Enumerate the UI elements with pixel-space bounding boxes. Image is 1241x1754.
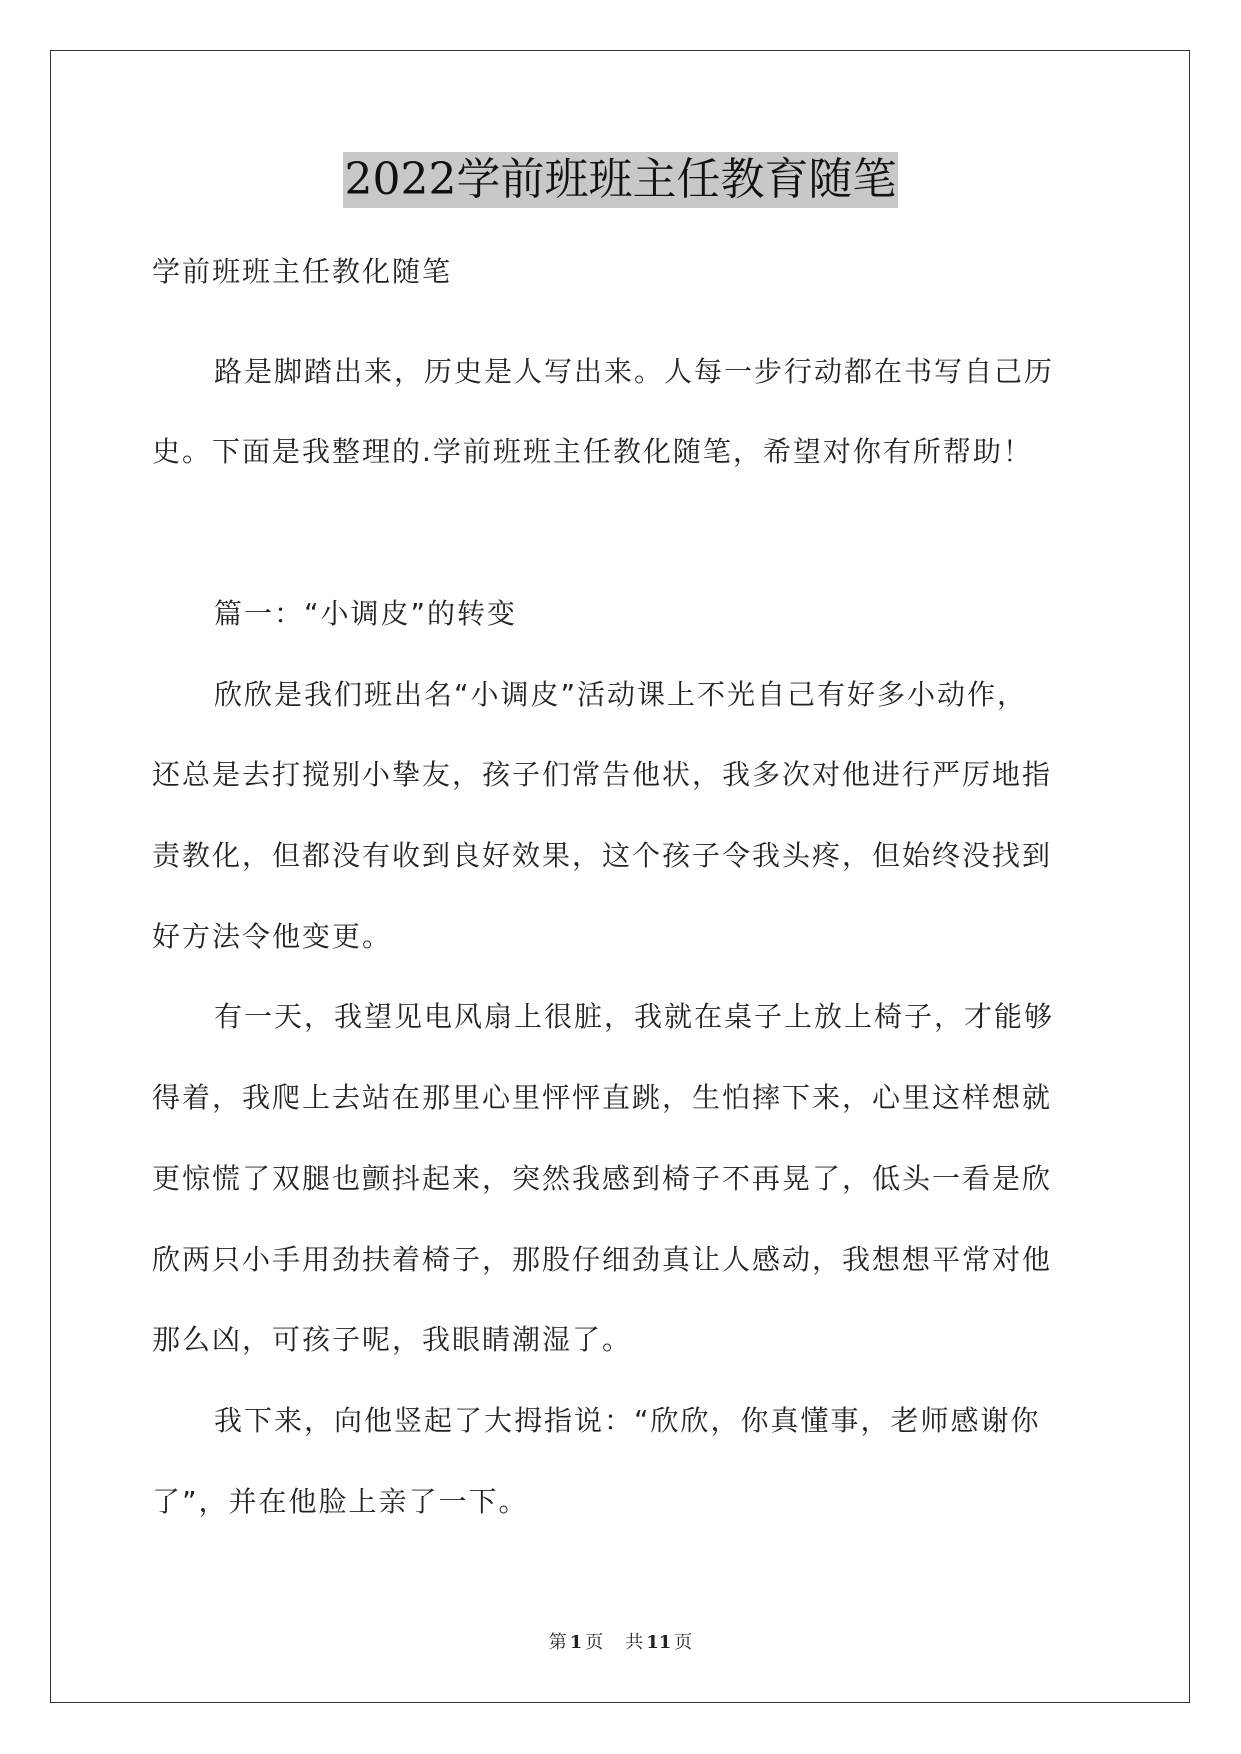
section-heading: 篇一：“小调皮”的转变 [214, 597, 518, 630]
page-border [50, 50, 1190, 1703]
document-title: 2022学前班班主任教育随笔 [343, 152, 899, 208]
paragraph-line: 好方法令他变更。 [152, 920, 393, 953]
page-prefix: 第 [548, 1632, 567, 1653]
paragraph-line: 更惊慌了双腿也颤抖起来，突然我感到椅子不再晃了，低头一看是欣 [152, 1162, 1053, 1195]
paragraph-line: 那么凶，可孩子呢，我眼睛潮湿了。 [152, 1323, 633, 1356]
paragraph-line: 我下来，向他竖起了大拇指说：“欣欣，你真懂事，老师感谢你 [214, 1404, 1041, 1437]
paragraph-line: 史。下面是我整理的.学前班班主任教化随笔，希望对你有所帮助！ [152, 435, 1033, 468]
paragraph-line: 路是脚踏出来，历史是人写出来。人每一步行动都在书写自己历 [214, 355, 1055, 388]
page-suffix: 页 [585, 1632, 604, 1653]
paragraph-line: 欣欣是我们班出名“小调皮”活动课上不光自己有好多小动作， [214, 678, 1028, 711]
total-pages: 11 [646, 1632, 672, 1653]
paragraph-line: 还总是去打搅别小挚友，孩子们常告他状，我多次对他进行严厉地指 [152, 758, 1053, 791]
total-suffix: 页 [674, 1632, 693, 1653]
title-container [0, 152, 1241, 208]
paragraph-line: 责教化，但都没有收到良好效果，这个孩子令我头疼，但始终没找到 [152, 839, 1053, 872]
paragraph-line: 得着，我爬上去站在那里心里怦怦直跳，生怕摔下来，心里这样想就 [152, 1081, 1053, 1114]
page-number: 1 [569, 1632, 583, 1653]
paragraph-line: 了”，并在他脸上亲了一下。 [152, 1485, 529, 1518]
subtitle-line: 学前班班主任教化随笔 [152, 255, 453, 288]
paragraph-line: 有一天，我望见电风扇上很脏，我就在桌子上放上椅子，才能够 [214, 1000, 1055, 1033]
total-prefix: 共 [625, 1632, 644, 1653]
paragraph-line: 欣两只小手用劲扶着椅子，那股仔细劲真让人感动，我想想平常对他 [152, 1243, 1053, 1276]
page-footer [0, 1628, 1241, 1654]
